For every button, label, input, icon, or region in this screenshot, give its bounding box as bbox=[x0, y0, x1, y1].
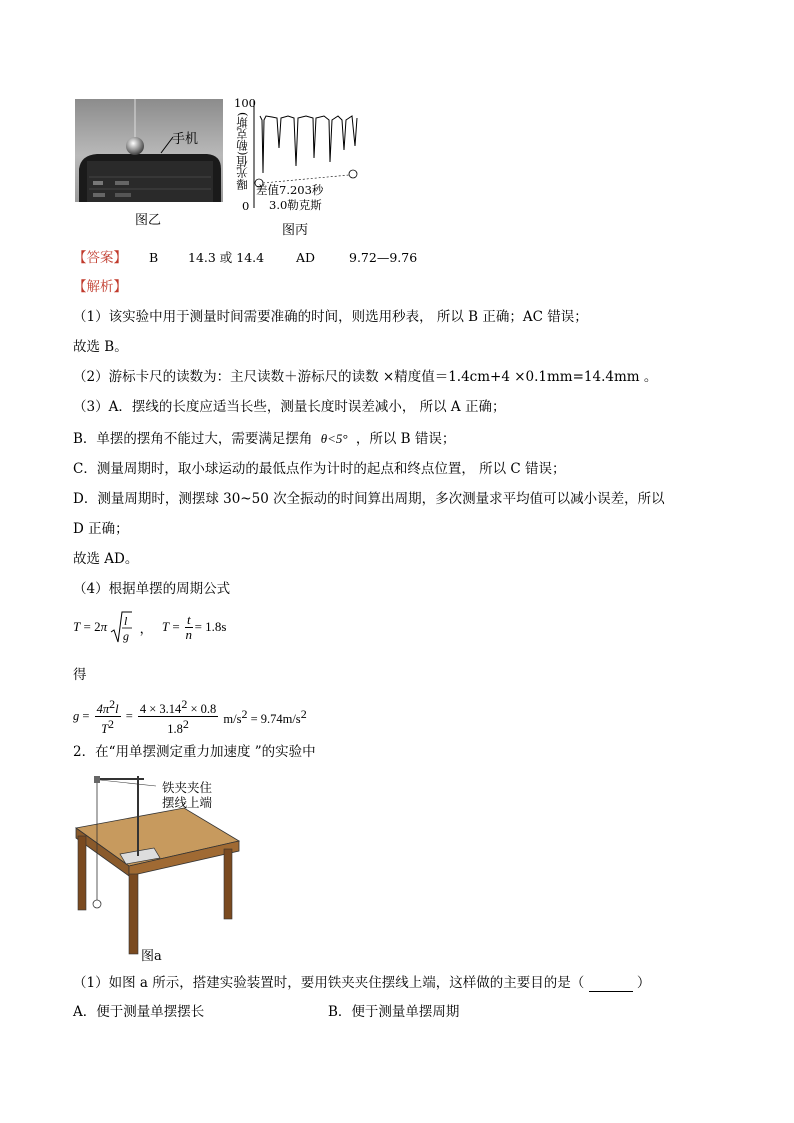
figure-bing-y-max: 100 bbox=[234, 96, 256, 110]
q2-option-a: A．便于测量单摆摆长 bbox=[73, 1004, 205, 1020]
q2-sub1-blank[interactable] bbox=[589, 977, 633, 992]
answer-label: 【答案】 bbox=[73, 250, 127, 266]
figure-a-label-2: 摆线上端 bbox=[162, 795, 213, 810]
gravity-formula: g = $\frac{4\pi^2l}{T^2}$ = $\frac{4 \times 3.14^2 \times 0.8}{1.8^2}$ $m/s^2 = 9.74m/s^2$ bbox=[73, 697, 307, 737]
phone-photo-illustration bbox=[75, 99, 223, 202]
q2-sub1-close: ） bbox=[636, 975, 651, 991]
sqrt-symbol bbox=[110, 610, 132, 644]
figure-bing-y-min: 0 bbox=[242, 199, 250, 213]
analysis-label: 【解析】 bbox=[73, 279, 127, 295]
answer-4: 9.72—9.76 bbox=[349, 250, 418, 265]
analysis-p7: D．测量周期时，测摆球 30~50 次全振动的时间算出周期，多次测量求平均值可以减小误差，所以 bbox=[73, 491, 665, 507]
analysis-p5b: ，所以 B 错误； bbox=[355, 431, 456, 447]
svg-text:g: g bbox=[123, 629, 130, 643]
analysis-p2: 故选 B。 bbox=[73, 339, 128, 355]
answer-2: 14.3 或 14.4 bbox=[188, 250, 265, 265]
analysis-p6: C．测量周期时，取小球运动的最低点作为计时的起点和终点位置， 所以 C 错误； bbox=[73, 461, 566, 477]
figure-bing-annotation-2: 3.0勒克斯 bbox=[269, 198, 322, 212]
q2-sub1 bbox=[73, 974, 650, 992]
figure-a-label-1: 铁夹夹住 bbox=[162, 780, 213, 795]
marker-right bbox=[349, 170, 357, 178]
figure-bing-y-label: 曝光值(勒克斯) bbox=[235, 112, 249, 190]
figure-a-apparatus bbox=[74, 766, 244, 962]
angle-condition: θ<5° bbox=[320, 431, 348, 446]
analysis-p3: （2）游标卡尺的读数为：主尺读数＋游标尺的读数 ×精度值＝1.4cm+4 ×0.1mm=14.4mm 。 bbox=[73, 369, 658, 385]
q2-option-b: B．便于测量单摆周期 bbox=[328, 1004, 460, 1020]
figure-bing-caption: 图丙 bbox=[282, 223, 309, 238]
analysis-p8: D 正确； bbox=[73, 521, 129, 537]
svg-text:l: l bbox=[124, 614, 128, 628]
analysis-p11: 得 bbox=[73, 667, 87, 683]
figure-bing-annotation-1: 差值7.203秒 bbox=[256, 183, 324, 197]
q2-title: 2．在“用单摆测定重力加速度 ”的实验中 bbox=[73, 744, 316, 760]
answer-3: AD bbox=[296, 250, 316, 265]
q2-sub1-text: （1）如图 a 所示，搭建实验装置时，要用铁夹夹住摆线上端，这样做的主要目的是（ bbox=[73, 975, 589, 991]
analysis-p4: （3）A．摆线的长度应适当长些，测量长度时误差减小， 所以 A 正确； bbox=[73, 399, 506, 415]
exposure-curve bbox=[260, 116, 357, 173]
answer-line bbox=[73, 249, 418, 267]
pendulum-table-illustration bbox=[74, 766, 244, 962]
phone-label: 手机 bbox=[172, 132, 199, 147]
analysis-p1: （1）该实验中用于测量时间需要准确的时间，则选用秒表， 所以 B 正确；AC 错误； bbox=[73, 309, 588, 325]
analysis-p5a: B．单摆的摆角不能过大，需要满足摆角 bbox=[73, 431, 313, 447]
analysis-p5 bbox=[73, 430, 455, 448]
figure-yi-caption: 图乙 bbox=[135, 213, 162, 228]
period-formula: T = 2π l g ， T = $\frac{t}{n}$ = 1.8s bbox=[73, 611, 227, 643]
answer-1: B bbox=[149, 250, 159, 265]
analysis-p10: （4）根据单摆的周期公式 bbox=[73, 581, 231, 597]
analysis-p9: 故选 AD。 bbox=[73, 551, 139, 567]
figure-yi-photo bbox=[75, 99, 223, 202]
figure-a-caption: 图a bbox=[141, 949, 162, 964]
